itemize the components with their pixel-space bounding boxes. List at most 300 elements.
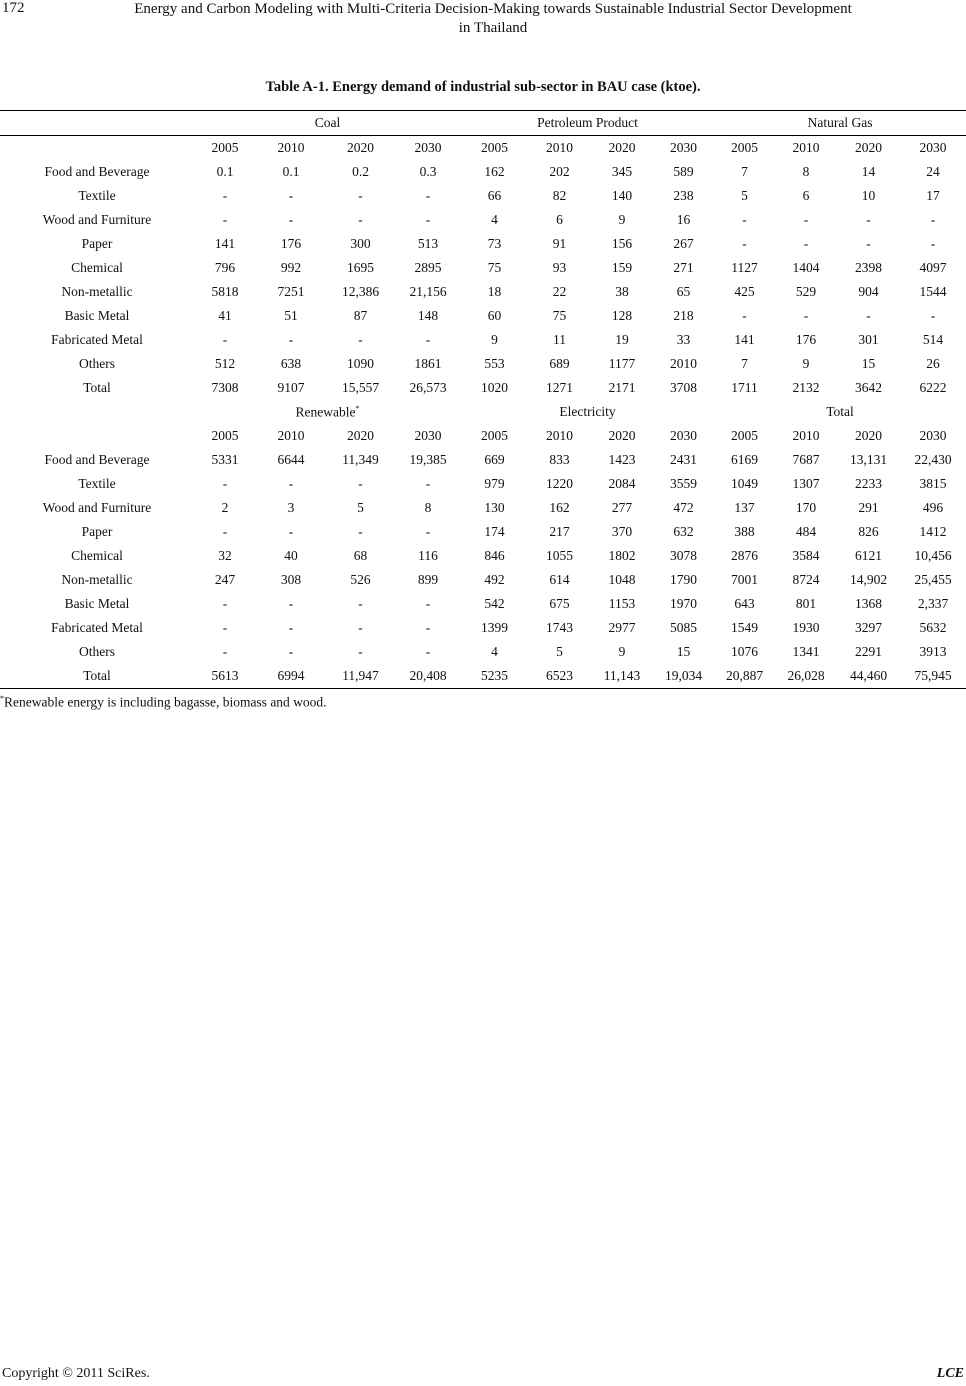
table-row: [0, 640, 966, 664]
year-header: 2010: [277, 428, 305, 443]
data-cell: 3815: [919, 476, 947, 491]
data-cell: 5235: [461, 664, 528, 689]
data-cell: -: [288, 332, 294, 347]
year-header: 2030: [919, 428, 947, 443]
table-row: [0, 352, 966, 376]
table-row: [0, 664, 966, 689]
table-row: [0, 520, 966, 544]
data-cell: 116: [418, 548, 438, 563]
group-header: [194, 400, 461, 424]
data-cell: -: [288, 596, 294, 611]
data-cell: 11: [553, 332, 566, 347]
data-cell: 141: [734, 332, 755, 347]
data-cell: 526: [350, 572, 371, 587]
year-header: 2010: [546, 428, 573, 443]
data-cell: 4097: [919, 260, 947, 275]
data-cell: 1802: [608, 548, 636, 563]
row-label: Others: [79, 644, 115, 659]
row-label: Others: [79, 356, 115, 371]
row-label: Chemical: [71, 260, 123, 275]
data-cell: -: [288, 476, 294, 491]
data-cell: 19: [615, 332, 629, 347]
data-cell: 3: [287, 500, 295, 515]
data-cell: 137: [734, 500, 755, 515]
data-cell: 202: [549, 164, 570, 179]
data-cell: -: [425, 212, 431, 227]
data-cell: 93: [552, 260, 567, 275]
data-cell: 5: [357, 500, 364, 515]
data-cell: 2876: [731, 548, 758, 563]
data-cell: 21,156: [409, 284, 447, 299]
year-header: 2005: [731, 140, 758, 155]
data-cell: -: [358, 212, 363, 227]
group-label: Coal: [314, 115, 341, 130]
data-cell: 492: [484, 572, 505, 587]
table-row: [0, 208, 966, 232]
data-cell: 1127: [731, 260, 758, 275]
data-cell: -: [930, 212, 936, 227]
group-header: [714, 400, 966, 424]
copyright: Copyright © 2011 SciRes.: [2, 1366, 150, 1381]
data-cell: 1049: [731, 476, 758, 491]
data-cell: 3913: [919, 644, 947, 659]
year-header: 2005: [211, 140, 239, 155]
data-cell: 1055: [546, 548, 573, 563]
data-cell: 65: [676, 284, 691, 299]
data-cell: 1549: [731, 620, 758, 635]
data-cell: 2233: [855, 476, 882, 491]
table-row: [0, 544, 966, 568]
table-row: [0, 616, 966, 640]
data-cell: 9: [491, 332, 498, 347]
data-cell: 796: [214, 260, 236, 275]
data-cell: -: [358, 188, 363, 203]
data-cell: 9: [802, 356, 810, 371]
data-cell: 156: [611, 236, 633, 251]
data-cell: 26: [926, 356, 940, 371]
data-cell: 3078: [670, 548, 697, 563]
data-cell: 140: [611, 188, 633, 203]
group-label: Renewable: [295, 404, 356, 420]
year-header: 2020: [608, 428, 636, 443]
data-cell: -: [288, 188, 294, 203]
data-cell: 141: [214, 236, 236, 251]
data-cell: -: [288, 620, 294, 635]
data-cell: -: [425, 596, 431, 611]
data-cell: -: [742, 308, 747, 323]
year-header: 2010: [277, 140, 305, 155]
data-cell: 1423: [608, 452, 636, 467]
data-cell: 6: [802, 188, 810, 203]
data-cell: 68: [353, 548, 368, 563]
group-label: Total: [826, 404, 854, 419]
data-cell: 0.3: [419, 164, 437, 179]
data-cell: -: [803, 212, 809, 227]
data-cell: 22,430: [914, 452, 952, 467]
data-cell: -: [222, 644, 228, 659]
stub-cell: [0, 111, 194, 136]
data-cell: 826: [858, 524, 879, 539]
group-label: Electricity: [559, 404, 616, 419]
data-cell: 238: [673, 188, 694, 203]
data-cell: 73: [487, 236, 502, 251]
data-cell: 218: [673, 308, 694, 323]
data-cell: 8: [424, 500, 432, 515]
data-cell: -: [358, 476, 363, 491]
journal-abbrev: LCE: [936, 1366, 964, 1381]
data-cell: 801: [795, 596, 817, 611]
data-cell: 1399: [481, 620, 508, 635]
data-cell: 1404: [792, 260, 820, 275]
data-cell: 514: [922, 332, 944, 347]
data-cell: 19,385: [409, 452, 447, 467]
year-header-row: [0, 424, 966, 448]
data-cell: 6994: [256, 664, 326, 689]
row-label: Fabricated Metal: [51, 332, 143, 347]
data-cell: 1076: [731, 644, 758, 659]
data-cell: 20,887: [714, 664, 775, 689]
data-cell: 6: [556, 212, 563, 227]
data-cell: 589: [673, 164, 694, 179]
data-cell: 148: [417, 308, 439, 323]
data-cell: 1341: [792, 644, 820, 659]
group-header: [714, 111, 966, 136]
data-cell: -: [425, 524, 431, 539]
data-cell: 82: [552, 188, 567, 203]
data-cell: 5: [556, 644, 563, 659]
group-header-row: [0, 400, 966, 424]
table-row: [0, 280, 966, 304]
data-cell: 643: [734, 596, 755, 611]
year-header: 2020: [855, 140, 882, 155]
data-cell: 17: [926, 188, 940, 203]
data-cell: 669: [484, 452, 505, 467]
data-cell: 6169: [731, 452, 758, 467]
data-cell: 9: [618, 212, 626, 227]
data-cell: 2977: [608, 620, 636, 635]
data-cell: 388: [734, 524, 755, 539]
row-label: Non-metallic: [61, 572, 133, 587]
data-cell: 12,386: [341, 284, 380, 299]
table-row: [0, 592, 966, 616]
data-cell: -: [803, 236, 809, 251]
data-cell: 291: [858, 500, 879, 515]
data-cell: 6644: [277, 452, 305, 467]
data-cell: 32: [218, 548, 232, 563]
data-cell: 267: [673, 236, 694, 251]
data-cell: -: [222, 596, 228, 611]
row-label: Chemical: [71, 548, 123, 563]
row-label: Paper: [81, 524, 113, 539]
data-cell: -: [425, 332, 431, 347]
year-header: 2020: [608, 140, 636, 155]
data-cell: -: [358, 332, 363, 347]
data-cell: 4: [491, 212, 498, 227]
table-row: [0, 328, 966, 352]
data-cell: 15: [861, 356, 876, 371]
row-label: Basic Metal: [64, 596, 130, 611]
group-label: Petroleum Product: [537, 115, 638, 130]
data-cell: 6222: [919, 380, 947, 395]
data-cell: 170: [795, 500, 817, 515]
data-cell: -: [930, 308, 936, 323]
year-header-row: [0, 136, 966, 161]
data-cell: 33: [676, 332, 691, 347]
data-cell: 1020: [481, 380, 508, 395]
data-cell: 2: [221, 500, 229, 515]
data-cell: -: [425, 188, 431, 203]
data-cell: 38: [615, 284, 629, 299]
data-cell: 301: [858, 332, 879, 347]
data-cell: 277: [611, 500, 633, 515]
group-header: [194, 111, 461, 136]
table-row: [0, 568, 966, 592]
data-cell: 833: [549, 452, 570, 467]
data-cell: 7308: [211, 380, 239, 395]
data-cell: 6523: [528, 664, 591, 689]
data-cell: 1861: [414, 356, 442, 371]
data-cell: 7001: [731, 572, 758, 587]
data-cell: 14: [861, 164, 876, 179]
data-cell: 529: [795, 284, 817, 299]
data-cell: 425: [734, 284, 755, 299]
data-cell: 0.2: [352, 164, 369, 179]
year-header: 2010: [546, 140, 573, 155]
table-row: [0, 472, 966, 496]
data-cell: 3297: [855, 620, 882, 635]
data-cell: -: [425, 620, 431, 635]
data-cell: -: [288, 212, 294, 227]
data-cell: 6121: [855, 548, 882, 563]
year-header: 2020: [855, 428, 882, 443]
row-label: Wood and Furniture: [42, 500, 152, 515]
table-footnote: [0, 694, 327, 711]
row-label: Wood and Furniture: [42, 212, 152, 227]
data-cell: 370: [611, 524, 633, 539]
year-header: 2030: [670, 428, 697, 443]
year-header: 2010: [792, 428, 820, 443]
group-header-row: [0, 111, 966, 136]
year-header: 2005: [481, 140, 508, 155]
year-header: 2005: [481, 428, 508, 443]
data-cell: 13,131: [849, 452, 888, 467]
data-cell: 1177: [608, 356, 636, 371]
row-label: Textile: [78, 476, 116, 491]
table-row: [0, 376, 966, 400]
data-cell: 979: [484, 476, 505, 491]
running-title-line2: in Thailand: [458, 20, 528, 36]
data-cell: 904: [858, 284, 879, 299]
data-cell: 217: [549, 524, 570, 539]
data-cell: 8: [802, 164, 810, 179]
data-cell: 9107: [277, 380, 305, 395]
data-cell: 159: [611, 260, 633, 275]
data-cell: 87: [353, 308, 368, 323]
stub-cell: [0, 136, 194, 161]
data-cell: 1090: [347, 356, 374, 371]
data-cell: 899: [417, 572, 439, 587]
data-cell: 1695: [347, 260, 374, 275]
data-cell: 1368: [855, 596, 882, 611]
data-cell: -: [930, 236, 936, 251]
data-cell: -: [288, 524, 294, 539]
table-row: [0, 448, 966, 472]
year-header: 2030: [414, 140, 442, 155]
data-cell: 5632: [919, 620, 947, 635]
energy-demand-table: [0, 110, 966, 689]
data-cell: 675: [549, 596, 570, 611]
data-cell: -: [425, 476, 431, 491]
data-cell: 1930: [792, 620, 820, 635]
data-cell: 2431: [670, 452, 697, 467]
data-cell: 176: [280, 236, 302, 251]
group-label: Natural Gas: [807, 115, 873, 130]
data-cell: 51: [284, 308, 298, 323]
data-cell: 174: [484, 524, 505, 539]
data-cell: 846: [484, 548, 505, 563]
data-cell: 638: [280, 356, 302, 371]
row-label: Food and Beverage: [44, 452, 150, 467]
data-cell: 128: [611, 308, 633, 323]
data-cell: 24: [926, 164, 940, 179]
data-cell: 75: [552, 308, 567, 323]
data-cell: 614: [549, 572, 570, 587]
data-cell: 2010: [670, 356, 697, 371]
data-cell: 1790: [670, 572, 697, 587]
data-cell: 5331: [211, 452, 239, 467]
data-cell: 18: [487, 284, 502, 299]
data-cell: 345: [611, 164, 633, 179]
data-cell: 26,573: [409, 380, 447, 395]
data-cell: 10: [861, 188, 876, 203]
row-label: Non-metallic: [61, 284, 133, 299]
row-label: Fabricated Metal: [51, 620, 143, 635]
year-header: 2005: [211, 428, 239, 443]
data-cell: -: [866, 236, 871, 251]
data-cell: 7251: [277, 284, 305, 299]
data-cell: 1711: [731, 380, 758, 395]
data-cell: 1220: [546, 476, 573, 491]
data-cell: -: [358, 644, 363, 659]
data-cell: 16: [676, 212, 691, 227]
group-header: [461, 400, 714, 424]
data-cell: 5: [741, 188, 748, 203]
stub-cell: [0, 424, 194, 448]
stub-cell: [0, 400, 194, 424]
data-cell: 44,460: [837, 664, 900, 689]
data-cell: -: [222, 332, 228, 347]
data-cell: 7: [741, 164, 748, 179]
data-cell: 2132: [792, 380, 820, 395]
data-cell: 3584: [792, 548, 820, 563]
table-row: [0, 184, 966, 208]
data-cell: -: [222, 212, 228, 227]
page-number: 172: [2, 0, 25, 16]
data-cell: -: [222, 524, 228, 539]
data-cell: 91: [552, 236, 567, 251]
data-cell: 8724: [792, 572, 820, 587]
data-cell: 2084: [608, 476, 636, 491]
footnote-text: Renewable energy is including bagasse, biomass and wood.: [4, 694, 327, 710]
data-cell: 1544: [919, 284, 947, 299]
group-header: [461, 111, 714, 136]
row-label: Total: [83, 380, 111, 395]
data-cell: 5613: [194, 664, 256, 689]
data-cell: 25,455: [914, 572, 952, 587]
data-cell: 2291: [855, 644, 882, 659]
data-cell: 553: [484, 356, 505, 371]
data-cell: 22: [552, 284, 567, 299]
year-header: 2020: [347, 428, 374, 443]
table-row: [0, 304, 966, 328]
data-cell: 162: [484, 164, 505, 179]
data-cell: -: [358, 524, 363, 539]
data-cell: 15: [676, 644, 691, 659]
data-cell: 176: [795, 332, 817, 347]
data-cell: 75,945: [900, 664, 966, 689]
data-cell: 513: [417, 236, 439, 251]
data-cell: 271: [673, 260, 694, 275]
data-cell: 472: [673, 500, 694, 515]
data-cell: 5818: [211, 284, 239, 299]
data-cell: 1048: [608, 572, 636, 587]
year-header: 2030: [670, 140, 697, 155]
data-cell: 10,456: [914, 548, 952, 563]
table-row: [0, 232, 966, 256]
data-cell: 1970: [670, 596, 697, 611]
year-header: 2030: [919, 140, 947, 155]
table-caption: Table A-1. Energy demand of industrial sub-sector in BAU case (ktoe).: [265, 79, 701, 95]
year-header: 2030: [414, 428, 442, 443]
data-cell: -: [742, 236, 747, 251]
data-cell: 1743: [546, 620, 573, 635]
data-cell: -: [742, 212, 747, 227]
footnote-mark: *: [355, 403, 360, 413]
data-cell: 1271: [546, 380, 573, 395]
data-cell: 0.1: [282, 164, 300, 179]
data-cell: -: [866, 212, 871, 227]
data-cell: -: [222, 188, 228, 203]
data-cell: 14,902: [849, 572, 888, 587]
data-cell: 632: [673, 524, 694, 539]
data-cell: 40: [284, 548, 298, 563]
data-cell: 26,028: [775, 664, 837, 689]
data-cell: -: [866, 308, 871, 323]
data-cell: 2895: [414, 260, 442, 275]
row-label: Textile: [78, 188, 116, 203]
data-cell: 2,337: [917, 596, 949, 611]
table-row: [0, 496, 966, 520]
data-cell: -: [222, 476, 228, 491]
data-cell: 162: [549, 500, 570, 515]
data-cell: 66: [487, 188, 502, 203]
data-cell: -: [222, 620, 228, 635]
data-cell: 0.1: [216, 164, 234, 179]
footnote-mark: *: [0, 694, 4, 703]
data-cell: 542: [484, 596, 505, 611]
data-cell: 5085: [670, 620, 697, 635]
data-cell: 512: [214, 356, 236, 371]
data-cell: 2171: [608, 380, 636, 395]
data-cell: 1153: [608, 596, 636, 611]
data-cell: 9: [618, 644, 626, 659]
row-label: Basic Metal: [64, 308, 130, 323]
data-cell: -: [358, 596, 363, 611]
year-header: 2005: [731, 428, 758, 443]
data-cell: 300: [350, 236, 371, 251]
row-label: Total: [0, 664, 194, 689]
data-cell: 992: [280, 260, 302, 275]
